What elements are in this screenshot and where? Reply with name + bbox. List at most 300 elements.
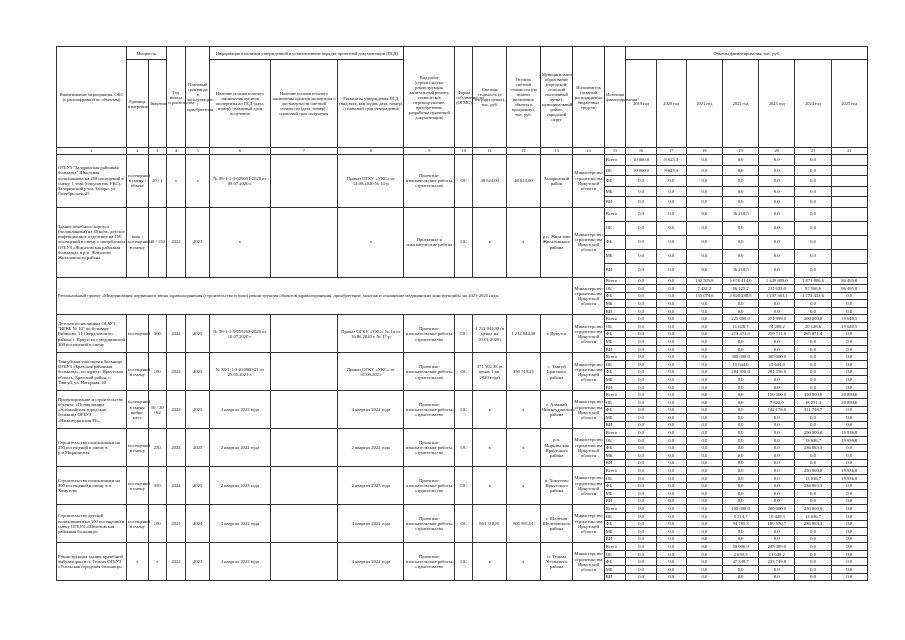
funding-value: 0,0: [656, 353, 686, 361]
funding-source: ВИ: [604, 345, 626, 353]
funding-value: 0,0: [759, 566, 795, 574]
funding-value: 142 178,0: [759, 406, 795, 414]
funding-value: [831, 197, 867, 208]
funding-value: [831, 263, 867, 277]
funding-source: ВИ: [604, 197, 626, 208]
work-type: Проектно-изыскательские работы, строительство: [404, 505, 455, 543]
column-number: 2: [126, 148, 148, 155]
header-plan-term: Плановый срок ввода в эксплуатацию / приобретения: [186, 47, 210, 148]
funding-value: 0,0: [759, 452, 795, 460]
funding-source: МБ: [604, 452, 626, 460]
funding-value: 0,0: [759, 155, 795, 166]
capacity-unit: посещений в смену, койко-мест: [126, 391, 148, 429]
funding-value: 0,0: [686, 459, 722, 467]
header-approval: Реквизиты утверждения ПСД (вид акта, кем издан, дата, номер) / плановый срок утверждения: [338, 60, 404, 148]
funding-value: 0,0: [686, 528, 722, 536]
funding-value: 0,0: [686, 323, 722, 331]
funding-value: 0,0: [686, 505, 722, 513]
funding-value: 0,0: [831, 512, 867, 520]
funding-value: 47 349,7: [723, 558, 759, 566]
funding-value: 0,0: [723, 490, 759, 498]
funding-value: 0,0: [795, 249, 831, 263]
estimated-cost: х: [473, 543, 507, 581]
year-start: 2022: [166, 429, 185, 467]
funding-value: 0,0: [723, 535, 759, 543]
estimated-cost: 863 318,81: [473, 505, 507, 543]
funding-value: 0,0: [626, 459, 656, 467]
funding-source: ВИ: [604, 535, 626, 543]
funding-value: 0,0: [759, 249, 795, 263]
funding-value: 0,0: [656, 550, 686, 558]
capacity-value: 100: [148, 505, 166, 543]
year-start: 2022: [166, 353, 185, 391]
funding-value: 0,0: [626, 482, 656, 490]
funding-value: 0,0: [626, 376, 656, 384]
funding-value: 0,0: [831, 482, 867, 490]
object-name: Проектирование и строительство объекта: «Поликлиника «Алзамайская городская больница ОГБУЗ «Нижнеудинская РБ»: [57, 391, 127, 429]
table-body: [57, 155, 868, 581]
funding-value: 0,0: [626, 292, 656, 300]
funding-value: 0,0: [795, 497, 831, 505]
funding-value: 0,0: [626, 406, 656, 414]
funding-value: 0,0: [686, 307, 722, 315]
funding-source: Всего: [604, 315, 626, 323]
funding-source: ФБ: [604, 520, 626, 528]
funding-value: 259 711,8: [759, 330, 795, 338]
year-start: 2022: [166, 207, 185, 277]
funding-value: 0,0: [656, 315, 686, 323]
capacity-unit: посещений: [126, 315, 148, 353]
funding-value: 0,0: [626, 528, 656, 536]
funding-value: 0,0: [831, 490, 867, 498]
funding-value: 0,0: [626, 391, 656, 399]
funding-source: ОБ: [604, 399, 626, 407]
funding-value: 0,0: [656, 383, 686, 391]
column-number: 7: [270, 148, 338, 155]
funding-value: 0,0: [795, 361, 831, 369]
funding-value: 0,0: [795, 300, 831, 308]
funding-value: 0,0: [795, 353, 831, 361]
funding-value: 7 822,0: [759, 399, 795, 407]
funding-value: 0,0: [626, 535, 656, 543]
year-start: 2021: [166, 505, 185, 543]
funding-value: 2 650,3: [723, 550, 759, 558]
ownership: ОС: [455, 391, 473, 429]
funding-value: 0,0: [686, 558, 722, 566]
funding-value: 225 000,0: [723, 315, 759, 323]
approval: Приказ ОГКУ «УКС» № 1п от 16.06.2020 г. № 17-р: [338, 315, 404, 353]
funding-value: [831, 176, 867, 187]
funding-value: 284 356,0: [759, 368, 795, 376]
funding-value: 0,0: [656, 528, 686, 536]
funding-value: 20 128,6: [795, 323, 831, 331]
funding-value: 0,0: [656, 558, 686, 566]
funding-value: 0,0: [686, 421, 722, 429]
funding-value: 0,0: [686, 249, 722, 263]
funding-value: 0,0: [831, 550, 867, 558]
header-est-cost: Сметная стоимость (в текущих ценах), тыс. руб.: [473, 47, 507, 148]
funding-value: 0,0: [686, 176, 722, 187]
funding-value: 0,0: [626, 505, 656, 513]
funding-value: 0,0: [723, 406, 759, 414]
ownership: ОС: [455, 353, 473, 391]
funding-value: 0,0: [723, 186, 759, 197]
funding-value: 0,0: [831, 345, 867, 353]
funding-value: [831, 155, 867, 166]
funding-value: 0,0: [686, 300, 722, 308]
funding-value: 0,0: [656, 429, 686, 437]
work-type: Проектно-изыскательские работы, строительство: [404, 353, 455, 391]
funding-source: ОБ: [604, 361, 626, 369]
funding-value: 0,0: [723, 399, 759, 407]
funding-value: 0,0: [723, 414, 759, 422]
funding-value: 0,0: [759, 383, 795, 391]
funding-value: 0,0: [656, 414, 686, 422]
funding-value: 13 036,7: [795, 512, 831, 520]
funding-value: 0,0: [759, 528, 795, 536]
funding-source: Всего: [604, 207, 626, 221]
funding-value: 0,0: [686, 186, 722, 197]
object-name: Строительство поликлиники на 250 посещений в смену в р.п.Мирнинская: [57, 429, 127, 467]
funding-value: 0,0: [759, 573, 795, 581]
object-name: Детская поликлиника ОГАУЗ "ИГКБ № 10" по бульвару Рябикова, 31 Свердловского района г. Иркутска с медицинской 300 посещений в смену: [57, 315, 127, 353]
funding-value: 0,0: [759, 474, 795, 482]
funding-source: Всего: [604, 391, 626, 399]
funding-value: 0,0: [831, 535, 867, 543]
municipality: п. Хомутово Иркутского района: [540, 467, 573, 505]
funding-value: 0,0: [626, 497, 656, 505]
header-cap-value: Значение: [148, 60, 166, 148]
header-funding-src: Источник финансирования: [604, 47, 626, 148]
funding-value: 250 000,0: [795, 467, 831, 475]
ownership: ОС: [455, 429, 473, 467]
expertise: № 38-1-1-3-059263-2020 от 10.07.2020 г.: [210, 315, 270, 353]
funding-value: 0,0: [626, 573, 656, 581]
header-reliability: Наличие положительного заключения органов экспертизы о достоверности сметной стоимости (дата, номер) / плановый срок получения: [270, 60, 338, 148]
funding-value: 0,0: [656, 444, 686, 452]
header-funding-vol: Объемы финансирования, тыс. руб.: [626, 47, 868, 60]
funding-value: 0,0: [686, 330, 722, 338]
ownership: ОС: [455, 207, 473, 277]
funding-value: 189 570,7: [759, 520, 795, 528]
header-cap-unit: Единица измерения: [126, 60, 148, 148]
municipality: с. Тангуй Братского района: [540, 353, 573, 391]
funding-value: 0,0: [656, 285, 686, 293]
column-number: 3: [148, 148, 166, 155]
funding-value: 0,0: [656, 474, 686, 482]
funding-source: МБ: [604, 249, 626, 263]
funding-value: 0,0: [686, 376, 722, 384]
estimated-cost: 371 502,38 (в ценах 1 кв. 2020 года): [473, 353, 507, 391]
expertise: 4 квартал 2022 года: [210, 391, 270, 429]
funding-value: 265 871,4: [795, 330, 831, 338]
funding-value: 0,0: [831, 558, 867, 566]
funding-value: 0,0: [686, 263, 722, 277]
table-row: [57, 353, 868, 361]
customer: Министерство строительства Иркутской области: [573, 505, 604, 543]
funding-value: 0,0: [656, 520, 686, 528]
reliability: [270, 315, 338, 353]
funding-value: 0,0: [831, 361, 867, 369]
column-number: 8: [338, 148, 404, 155]
funding-value: 1 237 363,1: [759, 292, 795, 300]
funding-value: 0,0: [795, 490, 831, 498]
funding-value: 0,0: [626, 474, 656, 482]
funding-source: ОБ: [604, 550, 626, 558]
header-year: 2021 год: [686, 60, 722, 148]
funding-value: 0,0: [626, 414, 656, 422]
funding-value: 0,0: [656, 368, 686, 376]
capacity-value: 250: [148, 429, 166, 467]
expertise: 2 квартал 2023 года: [210, 467, 270, 505]
funding-source: ФБ: [604, 330, 626, 338]
funding-value: 0,0: [723, 345, 759, 353]
funding-value: 200 000,0: [795, 315, 831, 323]
funding-value: 20 880,0: [831, 399, 867, 407]
funding-value: 0,0: [723, 307, 759, 315]
year-start: х: [166, 155, 185, 208]
funding-value: 0,0: [656, 406, 686, 414]
header-year: 2020 год: [656, 60, 686, 148]
funding-source: ВИ: [604, 573, 626, 581]
funding-value: 0,0: [795, 414, 831, 422]
funding-value: [831, 186, 867, 197]
funding-value: 0,0: [759, 300, 795, 308]
funding-value: 0,0: [686, 452, 722, 460]
funding-source: МБ: [604, 338, 626, 346]
funding-source: Всего: [604, 543, 626, 551]
funding-value: 0,0: [723, 338, 759, 346]
funding-value: 0,0: [759, 165, 795, 176]
funding-value: 0,0: [795, 368, 831, 376]
funding-value: 0,0: [626, 421, 656, 429]
funding-value: 0,0: [723, 566, 759, 574]
funding-value: 0,0: [656, 277, 686, 285]
table-row: [57, 505, 868, 513]
column-number: 14: [573, 148, 604, 155]
funding-value: 0,0: [656, 482, 686, 490]
funding-value: 0,0: [656, 176, 686, 187]
funding-value: 15 644,0: [759, 361, 795, 369]
funding-value: 0,0: [759, 436, 795, 444]
funding-source: ФБ: [604, 176, 626, 187]
header-expertise: Наличие положительного заключения органов экспертизы по ПСД (дата, номер) / плановый срок получения: [210, 60, 270, 148]
object-name: Тангуйская участковая больница ОГБУЗ «Братская районная больница», по адресу: Иркутская область, Братский район, с. Тангуй, ул. Нагорная, 40: [57, 353, 127, 391]
funding-value: 0,0: [626, 361, 656, 369]
funding-value: 0,0: [626, 277, 656, 285]
funding-value: 5 214,7: [723, 512, 759, 520]
municipality: р.п. Жигалово Жигаловского района: [540, 207, 573, 277]
funding-value: 19 936,8: [831, 429, 867, 437]
funding-source: ФБ: [604, 292, 626, 300]
header-capacity: Мощность: [126, 47, 166, 60]
funding-value: 0,0: [656, 300, 686, 308]
remaining-cost: х: [507, 429, 541, 467]
funding-value: 0,0: [831, 444, 867, 452]
estimated-cost: х: [473, 429, 507, 467]
plan-term: 2025: [186, 315, 210, 353]
year-start: 2022: [166, 543, 185, 581]
funding-value: 0,0: [759, 207, 795, 221]
funding-source: ВИ: [604, 263, 626, 277]
approval: 4 квартал 2022 года: [338, 543, 404, 581]
funding-source: ОБ: [604, 436, 626, 444]
funding-value: 236 963,3: [795, 444, 831, 452]
funding-source: ФБ: [604, 235, 626, 249]
column-number: 19: [723, 148, 759, 155]
column-number-row: [57, 148, 868, 155]
funding-value: 0,0: [626, 207, 656, 221]
approval: 2 квартал 2022 года: [338, 429, 404, 467]
table-row: [57, 429, 868, 437]
funding-value: 0,0: [626, 452, 656, 460]
funding-value: 0,0: [759, 482, 795, 490]
funding-value: 0,0: [795, 376, 831, 384]
header-year: 2024 год: [795, 60, 831, 148]
customer: Министерство строительства Иркутской области: [573, 277, 604, 315]
funding-value: 0,0: [759, 535, 795, 543]
object-name: Реконструкция здания врачебной амбулатории в п. Тельма ОГБУЗ «Усольская городская больница»: [57, 543, 127, 581]
funding-source: Всего: [604, 505, 626, 513]
funding-value: 20 880,0: [831, 391, 867, 399]
funding-value: 0,0: [686, 338, 722, 346]
funding-value: 0,0: [759, 490, 795, 498]
funding-value: 0,0: [626, 566, 656, 574]
capacity-unit: х: [126, 543, 148, 581]
funding-value: 0,0: [759, 467, 795, 475]
funding-value: 0,0: [656, 263, 686, 277]
object-name: Строительство детской поликлиники на 100 посещений в смену ОГБУЗ «Шелеховская районная больница»: [57, 505, 127, 543]
funding-value: 0,0: [686, 315, 722, 323]
funding-value: 0,0: [626, 221, 656, 235]
funding-value: 0,0: [686, 155, 722, 166]
funding-value: 0,0: [795, 263, 831, 277]
funding-source: МБ: [604, 414, 626, 422]
funding-source: ВИ: [604, 421, 626, 429]
table-header: [57, 47, 868, 155]
funding-value: 0,0: [723, 497, 759, 505]
funding-value: 0,0: [626, 550, 656, 558]
funding-value: 0,0: [795, 186, 831, 197]
work-type: Проектно-изыскательские работы, строительство: [404, 467, 455, 505]
funding-value: 0,0: [759, 414, 795, 422]
funding-value: 0,0: [831, 528, 867, 536]
funding-value: 0,0: [831, 421, 867, 429]
ownership: ОС: [455, 467, 473, 505]
funding-value: 0,0: [626, 176, 656, 187]
reliability: [270, 353, 338, 391]
funding-value: 0,0: [723, 421, 759, 429]
object-name: Строительство поликлиники на 300 посещений в смену в п. Хомутово: [57, 467, 127, 505]
funding-value: 0,0: [723, 376, 759, 384]
funding-value: 0,0: [686, 474, 722, 482]
funding-value: 7 431,2: [686, 285, 722, 293]
funding-value: 0,0: [795, 338, 831, 346]
funding-value: 0,0: [795, 543, 831, 551]
funding-value: 0,0: [656, 512, 686, 520]
funding-source: ВИ: [604, 307, 626, 315]
table-row: [57, 391, 868, 399]
funding-value: 0,0: [831, 300, 867, 308]
reliability: [270, 429, 338, 467]
funding-value: 0,0: [626, 345, 656, 353]
customer: Министерство строительства Иркутской области: [573, 391, 604, 429]
funding-value: 0,0: [686, 550, 722, 558]
approval: 4 квартал 2022 года: [338, 391, 404, 429]
funding-value: 100 000,0: [723, 505, 759, 513]
funding-source: ОБ: [604, 474, 626, 482]
funding-value: 0,0: [723, 459, 759, 467]
funding-value: 0,0: [626, 429, 656, 437]
funding-source: МБ: [604, 300, 626, 308]
funding-value: 0,0: [795, 165, 831, 176]
funding-value: 0,0: [656, 573, 686, 581]
funding-value: 0,0: [831, 505, 867, 513]
year-start: 2024: [166, 467, 185, 505]
funding-value: 250 000,0: [795, 429, 831, 437]
funding-value: 56 125,2: [723, 285, 759, 293]
funding-value: 0,0: [656, 376, 686, 384]
funding-value: 0,0: [686, 535, 722, 543]
work-type: Проектные и изыскательские работы: [404, 207, 455, 277]
remaining-cost: х: [507, 467, 541, 505]
reliability: [270, 467, 338, 505]
funding-value: 0,0: [831, 353, 867, 361]
funding-value: 0,0: [686, 512, 722, 520]
municipality: п. Тельма Усольского района: [540, 543, 573, 581]
remaining-cost: 48 624,00: [507, 155, 541, 208]
funding-value: 0,0: [686, 566, 722, 574]
funding-value: 0,0: [723, 444, 759, 452]
estimated-cost: 48 624,00: [473, 155, 507, 208]
funding-source: МБ: [604, 566, 626, 574]
object-name: ОГБУЗ "Заларинская районная больница" Школьная поликлиника на 250 посещений в смену, 1 этап (покупатель УКС), Заларинский р-он, Залари, ул. Октябрьская, 25: [57, 155, 127, 208]
funding-value: 0,0: [626, 490, 656, 498]
reliability: [270, 391, 338, 429]
estimated-cost: х: [473, 391, 507, 429]
municipality: г. Шелехов Шелеховского района: [540, 505, 573, 543]
funding-value: 211 633,0: [759, 285, 795, 293]
funding-value: 0,0: [656, 467, 686, 475]
funding-value: 0,0: [723, 235, 759, 249]
funding-value: 0,0: [723, 573, 759, 581]
funding-value: 0,0: [759, 497, 795, 505]
funding-value: 0,0: [626, 300, 656, 308]
funding-value: 0,0: [626, 558, 656, 566]
column-number: 17: [656, 148, 686, 155]
funding-value: 0,0: [686, 414, 722, 422]
capacity-value: 40 / 150: [148, 207, 166, 277]
capacity-value: х: [148, 543, 166, 581]
funding-value: 0,0: [759, 307, 795, 315]
funding-source: Всего: [604, 429, 626, 437]
funding-value: 0,0: [759, 197, 795, 208]
funding-source: Всего: [604, 467, 626, 475]
municipality: Заларинский район: [540, 155, 573, 208]
funding-value: 331 748,7: [795, 406, 831, 414]
funding-value: 0,0: [686, 221, 722, 235]
funding-source: Всего: [604, 353, 626, 361]
funding-value: 0,0: [656, 197, 686, 208]
funding-value: 0,0: [626, 307, 656, 315]
funding-value: 135 074,6: [686, 292, 722, 300]
funding-value: 250 000,0: [795, 505, 831, 513]
column-number: 5: [186, 148, 210, 155]
funding-value: 0,0: [626, 436, 656, 444]
capacity-value: 300: [148, 315, 166, 353]
capacity-unit: посещений в смену: [126, 505, 148, 543]
table-row: [57, 155, 868, 166]
